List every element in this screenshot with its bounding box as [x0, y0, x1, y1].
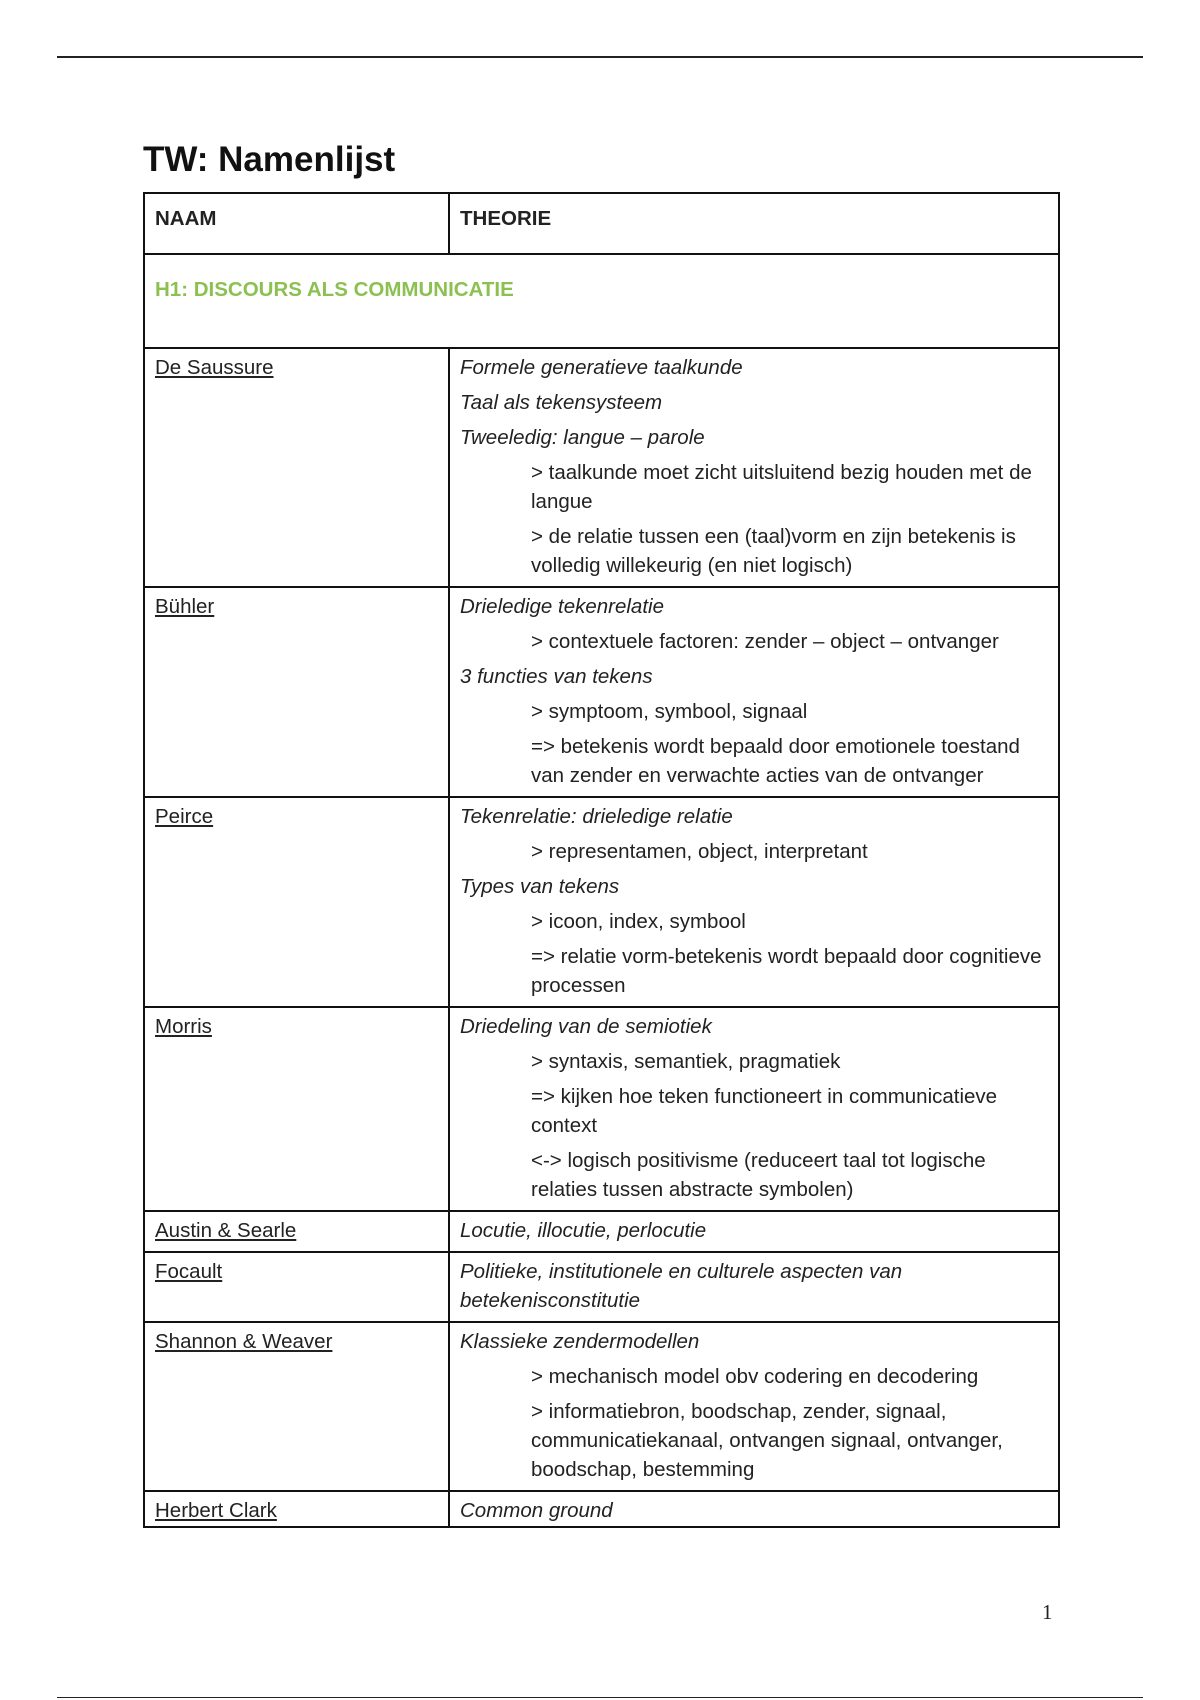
table-header-row [144, 193, 1059, 254]
theory-heading: Types van tekens [460, 875, 620, 898]
theory-heading: Taal als tekensysteem [460, 391, 663, 414]
table-row [144, 797, 1059, 1007]
name-cell [144, 797, 449, 1007]
theory-heading: Politieke, institutionele en culturele aspecten van betekenisconstitutie [460, 1260, 903, 1312]
theory-heading: Formele generatieve taalkunde [460, 356, 743, 379]
table-row [144, 587, 1059, 797]
name-cell [144, 348, 449, 587]
theory-heading: Common ground [460, 1499, 613, 1522]
names-table [143, 192, 1060, 1528]
person-name: Peirce [155, 805, 214, 828]
theory-cell [449, 1007, 1059, 1211]
theory-detail: > informatiebron, boodschap, zender, signaal, communicatiekanaal, ontvangen signaal, ontvanger, boodschap, bestemming [531, 1400, 1003, 1481]
theory-cell [449, 587, 1059, 797]
theory-detail: => betekenis wordt bepaald door emotionele toestand van zender en verwachte acties van de ontvanger [531, 735, 1020, 787]
header-theory: THEORIE [449, 193, 1059, 254]
theory-detail: > contextuele factoren: zender – object – ontvanger [531, 630, 999, 653]
footer-rule [57, 1697, 1143, 1698]
theory-cell [449, 1252, 1059, 1322]
theory-cell [449, 348, 1059, 587]
table-row [144, 1252, 1059, 1322]
theory-detail: > mechanisch model obv codering en decodering [531, 1365, 979, 1388]
name-cell [144, 1252, 449, 1322]
header-name: NAAM [144, 193, 449, 254]
theory-heading: Drieledige tekenrelatie [460, 595, 664, 618]
page-number: 1 [1042, 1600, 1053, 1624]
theory-detail: > de relatie tussen een (taal)vorm en zijn betekenis is volledig willekeurig (en niet logisch) [531, 525, 1016, 577]
theory-cell [449, 1491, 1059, 1527]
person-name: De Saussure [155, 356, 274, 379]
theory-detail: > icoon, index, symbool [531, 910, 746, 933]
name-cell [144, 1007, 449, 1211]
theory-heading: Tweeledig: langue – parole [460, 426, 705, 449]
person-name: Shannon & Weaver [155, 1330, 333, 1353]
person-name: Bühler [155, 595, 215, 618]
table-row [144, 1491, 1059, 1527]
section-heading: H1: DISCOURS ALS COMMUNICATIE [144, 254, 1059, 348]
section-row [144, 254, 1059, 348]
header-rule [57, 56, 1143, 58]
theory-detail: => kijken hoe teken functioneert in communicatieve context [531, 1085, 998, 1137]
theory-heading: Locutie, illocutie, perlocutie [460, 1219, 707, 1242]
name-cell [144, 587, 449, 797]
theory-detail: <-> logisch positivisme (reduceert taal tot logische relaties tussen abstracte symbolen) [531, 1149, 986, 1201]
name-cell [144, 1491, 449, 1527]
person-name: Morris [155, 1015, 212, 1038]
theory-heading: Tekenrelatie: drieledige relatie [460, 805, 733, 828]
person-name: Focault [155, 1260, 223, 1283]
theory-detail: > taalkunde moet zicht uitsluitend bezig houden met de langue [531, 461, 1032, 513]
name-cell [144, 1211, 449, 1252]
table-row [144, 1211, 1059, 1252]
theory-detail: => relatie vorm-betekenis wordt bepaald door cognitieve processen [531, 945, 1042, 997]
theory-cell [449, 797, 1059, 1007]
table-row [144, 1322, 1059, 1491]
theory-heading: Driedeling van de semiotiek [460, 1015, 712, 1038]
theory-detail: > symptoom, symbool, signaal [531, 700, 808, 723]
theory-detail: > representamen, object, interpretant [531, 840, 868, 863]
person-name: Herbert Clark [155, 1499, 277, 1522]
theory-cell [449, 1322, 1059, 1491]
name-cell [144, 1322, 449, 1491]
theory-heading: 3 functies van tekens [460, 665, 653, 688]
table-row [144, 1007, 1059, 1211]
theory-detail: > syntaxis, semantiek, pragmatiek [531, 1050, 841, 1073]
table-row [144, 348, 1059, 587]
person-name: Austin & Searle [155, 1219, 297, 1242]
page-title: TW: Namenlijst [143, 140, 396, 179]
theory-heading: Klassieke zendermodellen [460, 1330, 700, 1353]
theory-cell [449, 1211, 1059, 1252]
